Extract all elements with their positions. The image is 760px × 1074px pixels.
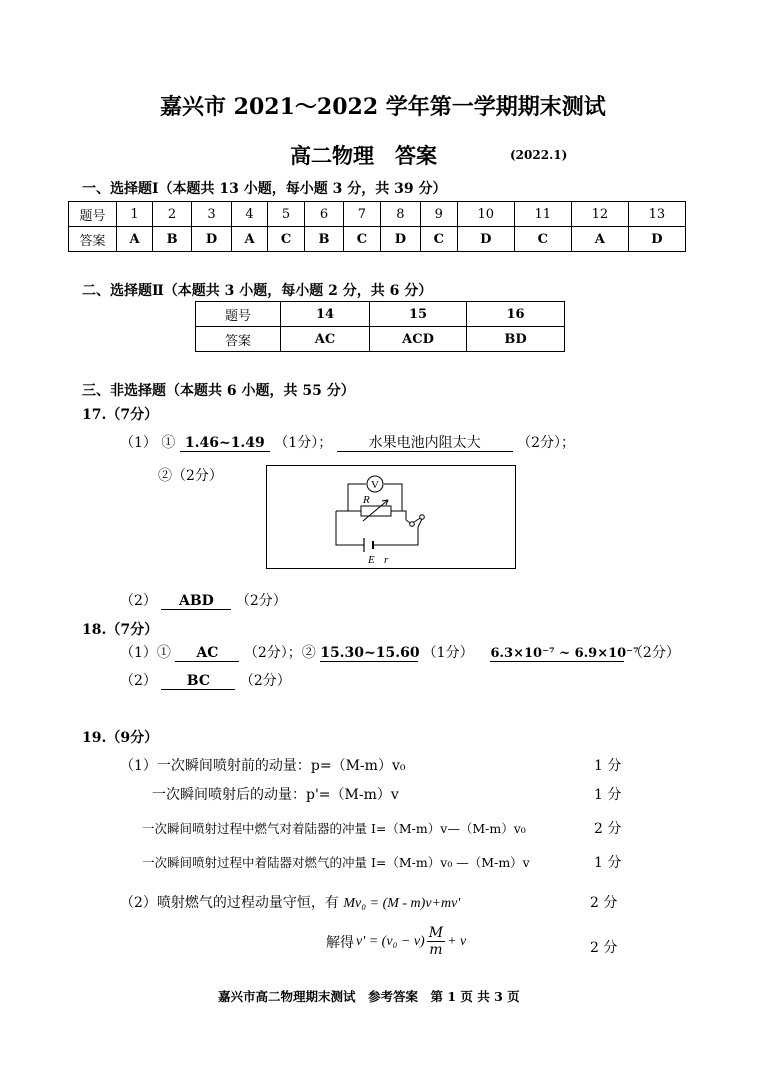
q19-line-5-score: 2 分	[590, 895, 618, 911]
q18-score-2: （1分）	[422, 645, 474, 661]
table-cell: C	[268, 227, 305, 252]
q19-line-3: 一次瞬间喷射过程中燃气对着陆器的冲量 I=（M-m）v—（M-m）v₀	[142, 821, 526, 836]
switch-contact	[410, 522, 415, 527]
q18-part2	[120, 670, 291, 690]
q18-p2-score: （2分）	[239, 673, 291, 689]
section1-answer-table	[68, 201, 686, 252]
q19-line-6-eq-left: v' = (v₀ − v)	[356, 933, 425, 949]
table-cell: ACD	[370, 327, 467, 352]
q18-p2-answer: BC	[161, 674, 235, 690]
table-cell: 2	[153, 202, 192, 227]
q18-score-3: （2分）	[628, 645, 680, 661]
circuit-diagram	[266, 465, 516, 569]
table-cell: 9	[420, 202, 457, 227]
q17-answer-1: 1.46~1.49	[180, 436, 270, 452]
table-cell: 4	[231, 202, 267, 227]
section2-heading: 二、选择题Ⅱ（本题共 3 小题，每小题 2 分，共 6 分）	[82, 283, 433, 299]
q19-line-5-text: （2）喷射燃气的过程动量守恒，有	[120, 895, 339, 911]
section2-answer-table	[195, 301, 565, 352]
q17-part1	[120, 432, 575, 452]
fraction-numerator: M	[428, 925, 444, 941]
table-row	[196, 302, 565, 327]
table-cell: A	[231, 227, 267, 252]
diagram-frame	[267, 466, 516, 569]
table-cell: BD	[467, 327, 565, 352]
fraction-denominator: m	[429, 942, 443, 958]
table-cell: B	[153, 227, 192, 252]
q17-answer-2: 水果电池内阻太大	[337, 436, 513, 452]
q17-circ1: ①	[161, 435, 176, 451]
section1-heading: 一、选择题Ⅰ（本题共 13 小题，每小题 3 分，共 39 分）	[82, 181, 447, 197]
q17-score-1: （1分）；	[274, 435, 333, 451]
table-cell: 13	[628, 202, 685, 227]
q19-line-2-score: 1 分	[594, 787, 622, 803]
rheostat-label: R	[363, 494, 370, 506]
table-cell: D	[380, 227, 420, 252]
q19-line-1-score: 1 分	[594, 758, 622, 774]
q17-p2-prefix: （2）	[120, 593, 157, 609]
q19-line-4-score: 1 分	[594, 855, 622, 871]
table-cell: 8	[380, 202, 420, 227]
q18-label: 18.（7分）	[82, 622, 159, 638]
table-cell: 7	[343, 202, 380, 227]
rheostat	[361, 506, 391, 516]
section3-heading: 三、非选择题（本题共 6 小题，共 55 分）	[82, 383, 355, 399]
q19-line-2: 一次瞬间喷射后的动量：p'=（M-m）v	[152, 787, 399, 803]
q19-line-3-score: 2 分	[594, 821, 622, 837]
table-cell: C	[514, 227, 571, 252]
table-cell: D	[192, 227, 232, 252]
table-cell: AC	[281, 327, 370, 352]
table-cell: 12	[571, 202, 628, 227]
page-title: 嘉兴市 2021～2022 学年第一学期期末测试	[160, 94, 606, 120]
q18-part1	[120, 642, 680, 662]
q17-p2-score: （2分）	[235, 593, 287, 609]
q17-label: 17.（7分）	[82, 407, 159, 423]
q18-score-1: （2分）；②	[243, 645, 316, 661]
q19-line-6-eq-right: + v	[447, 933, 467, 949]
exam-date: (2022.1)	[510, 148, 568, 162]
table-cell: 11	[514, 202, 571, 227]
row-label-answer: 答案	[69, 227, 117, 252]
table-row	[69, 202, 686, 227]
table-row	[196, 327, 565, 352]
table-cell: 3	[192, 202, 232, 227]
voltmeter-label: V	[371, 479, 379, 491]
source-resistance-label: r	[384, 554, 389, 566]
q18-answer-3: 6.3×10⁻⁷ ~ 6.9×10⁻⁷	[490, 646, 639, 661]
table-cell: A	[571, 227, 628, 252]
table-cell: C	[420, 227, 457, 252]
table-cell: A	[117, 227, 153, 252]
row-label-number: 题号	[196, 302, 281, 327]
q19-label: 19.（9分）	[82, 730, 159, 746]
table-cell: 16	[467, 302, 565, 327]
q19-line-6	[326, 925, 466, 958]
q17-circ2-label: ②（2分）	[158, 468, 223, 484]
q19-line-6-text: 解得	[326, 934, 354, 951]
q19-line-5	[120, 892, 460, 912]
q17-p2-answer: ABD	[161, 594, 231, 610]
table-cell: 10	[457, 202, 514, 227]
source-emf-label: E	[368, 554, 375, 566]
q19-line-6-score: 2 分	[590, 940, 618, 956]
q17-part2	[120, 590, 287, 610]
q18-answer-2: 15.30~15.60	[320, 645, 420, 661]
q19-fraction	[427, 925, 445, 958]
table-cell: 5	[268, 202, 305, 227]
q19-line-4: 一次瞬间喷射过程中着陆器对燃气的冲量 I=（M-m）v₀ —（M-m）v	[142, 855, 530, 870]
table-cell: 14	[281, 302, 370, 327]
page-subtitle: 高二物理 答案	[290, 143, 437, 168]
row-label-number: 题号	[69, 202, 117, 227]
table-cell: 1	[117, 202, 153, 227]
q18-p1-prefix: （1）①	[120, 645, 171, 661]
q17-p1-prefix: （1）	[120, 435, 157, 451]
table-cell: D	[628, 227, 685, 252]
table-cell: C	[343, 227, 380, 252]
table-row	[69, 227, 686, 252]
q17-score-2: （2分）；	[517, 435, 576, 451]
table-cell: D	[457, 227, 514, 252]
row-label-answer: 答案	[196, 327, 281, 352]
q18-answer-1: AC	[175, 646, 239, 662]
q18-p2-prefix: （2）	[120, 673, 157, 689]
q19-line-5-equation: Mv₀ = (M - m)v+mv'	[343, 896, 461, 911]
page-footer: 嘉兴市高二物理期末测试 参考答案 第 1 页 共 3 页	[218, 989, 520, 1004]
q19-line-1: （1）一次瞬间喷射前的动量：p=（M-m）v₀	[120, 758, 406, 774]
table-cell: B	[304, 227, 343, 252]
table-cell: 6	[304, 202, 343, 227]
table-cell: 15	[370, 302, 467, 327]
